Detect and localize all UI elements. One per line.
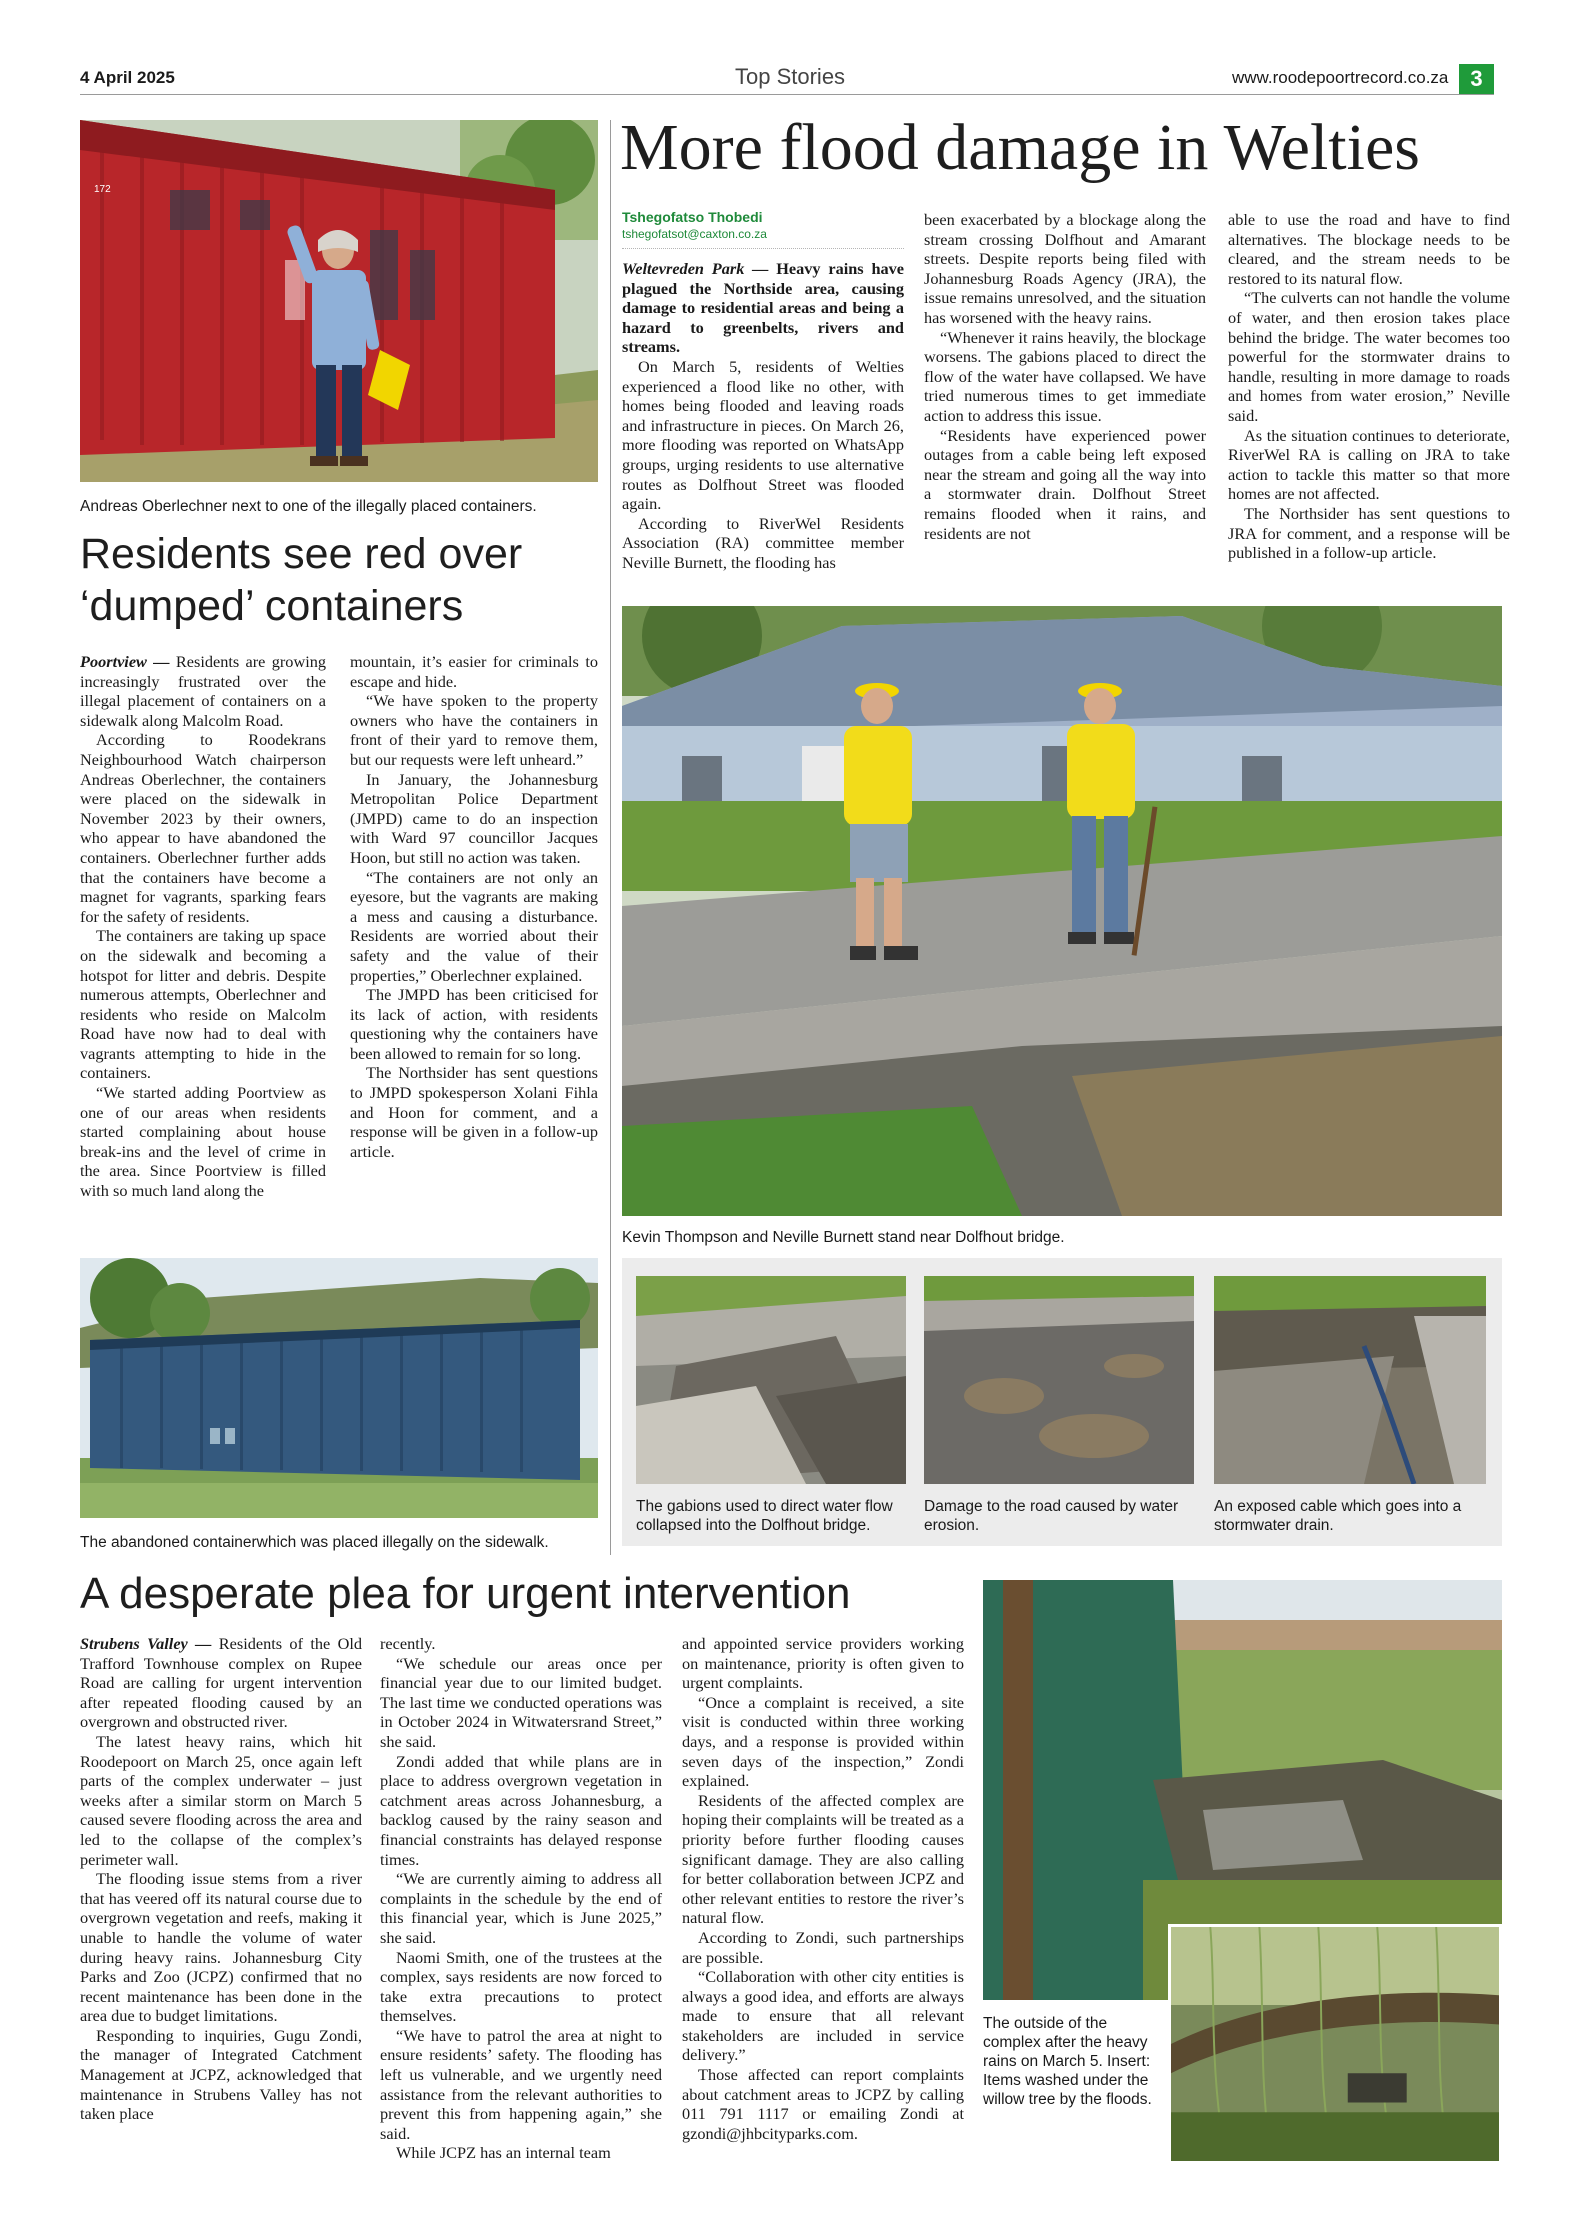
paragraph: The flooding issue stems from a river that has veered off its natural course due to overgrown vegetation and reefs, making it unable to handle the volume of water during heavy rains. Johannesburg City Parks and Zoo (JCPZ) confirmed that no recent maintenance has been done in the area due to budget limitations. [80, 1869, 362, 2026]
paragraph: Residents of the affected complex are hoping their complaints will be treated as a priority before further flooding causes significant damage. They are also calling for better collaboration between JCPZ and other relevant entities to restore the river’s natural flow. [682, 1790, 964, 1928]
caption-dolfhout-bridge: Kevin Thompson and Neville Burnett stand near Dolfhout bridge. [622, 1229, 1065, 1246]
paragraph: been exacerbated by a blockage along the stream crossing Dolfhout and Amarant streets. Despite reports being filed with Johannesburg Roads Agency (JRA), the issue remains unresolved, and the situation has worsened with the heavy rains. [924, 210, 1206, 327]
dateline-poortview: Poortview — [80, 652, 170, 671]
paragraph: The Northsider has sent questions to JRA for comment, and a response will be published in a follow-up article. [1228, 503, 1510, 563]
byline-name: Tshegofatso Thobedi [622, 209, 763, 225]
caption-red-container: Andreas Oberlechner next to one of the illegally placed containers. [80, 498, 537, 515]
photo-gabions [636, 1276, 906, 1484]
paragraph: On March 5, residents of Welties experienced a flood like no other, with homes being flooded and leaving roads and infrastructure in pieces. On March 26, more flooding was reported on WhatsApp groups, urging residents to use alternative routes as Dolfhout Street was flooded again. [622, 356, 904, 514]
paragraph: “We have spoken to the property owners who have the containers in front of their yard to remove them, but our requests were left unheard.” [350, 691, 598, 769]
paragraph: “Collaboration with other city entities is always a good idea, and efforts are always made to ensure that all relevant stakeholders are included in service delivery.” [682, 1967, 964, 2065]
headline-plea: A desperate plea for urgent intervention [80, 1569, 851, 1618]
paragraph: According to Roodekrans Neighbourhood Watch chairperson Andreas Oberlechner, the containers were placed on the sidewalk in November 2023 by their owners, who appear to have abandoned the containers. Oberlechner further adds that the containers have become a magnet for vagrants, sparking fears for the safety of residents. [80, 730, 326, 926]
header-rule [80, 94, 1494, 95]
caption-complex-flood: The outside of the complex after the heavy rains on March 5. Insert: Items washed under the willow tree by the floods. [983, 2015, 1152, 2108]
headline-containers-line1: Residents see red over [80, 530, 523, 578]
headline-containers-line2: ‘dumped’ containers [80, 582, 464, 630]
headline-flood: More flood damage in Welties [620, 111, 1420, 184]
plea-col-1 [80, 1634, 362, 2124]
dateline-weltevreden: Weltevreden Park — [622, 259, 769, 278]
containers-col-2 [350, 652, 598, 1161]
paragraph: In January, the Johannesburg Metropolitan Police Department (JMPD) came to do an inspection with Ward 97 councillor Jacques Hoon, but still no action was taken. [350, 769, 598, 867]
plea-col-3 [682, 1634, 964, 2143]
paragraph: Zondi added that while plans are in place to address overgrown vegetation in catchment areas across Johannesburg, a backlog caused by the rainy season and financial constraints has delayed response times. [380, 1751, 662, 1869]
paragraph: Those affected can report complaints about catchment areas to JCPZ by calling 011 791 1117 or emailing Zondi at gzondi@jhbcityparks.com. [682, 2065, 964, 2143]
paragraph: mountain, it’s easier for criminals to escape and hide. [350, 652, 598, 691]
paragraph: Responding to inquiries, Gugu Zondi, the manager of Integrated Catchment Management at JCPZ, acknowledged that maintenance in Strubens Valley has not taken place [80, 2025, 362, 2124]
paragraph: “Once a complaint is received, a site visit is conducted within three working days, and a response is provided within seven days of the inspection,” Zondi explained. [682, 1692, 964, 1791]
containers-col-1 [80, 652, 326, 1201]
dateline-strubens: Strubens Valley — [80, 1634, 212, 1653]
flood-col-3 [1228, 210, 1510, 563]
paragraph: able to use the road and have to find alternatives. The blockage needs to be cleared, and the stream needs to be restored to its natural flow. [1228, 210, 1510, 288]
paragraph: “We are currently aiming to address all complaints in the schedule by the end of this financial year, which is June 2025,” she said. [380, 1869, 662, 1947]
paragraph: While JCPZ has an internal team [396, 2143, 611, 2163]
flood-col-2 [924, 210, 1206, 543]
photo-exposed-cable [1214, 1276, 1486, 1484]
headline-containers [80, 528, 610, 632]
paragraph: The latest heavy rains, which hit Roodepoort on March 25, once again left parts of the complex underwater – just weeks after a similar storm on March 5 caused severe flooding across the area and led to the collapse of the complex’s perimeter wall. [80, 1731, 362, 1869]
paragraph: The Northsider has sent questions to JMPD spokesperson Xolani Fihla and Hoon for comment, and a response will be given in a follow-up article. [350, 1063, 598, 1161]
issue-date: 4 April 2025 [80, 68, 175, 87]
paragraph: “Residents have experienced power outages from a cable being left exposed near the stream and going all the way into a stormwater drain. Dolfhout Street remains flooded when it rains, and residents are not [924, 425, 1206, 543]
photo-dolfhout-bridge [622, 606, 1502, 1216]
paragraph: “We have to patrol the area at night to ensure residents’ safety. The flooding has left us vulnerable, and we urgently need assistance from the relevant authorities to prevent this from happening again,” she said. [380, 2025, 662, 2143]
photo-road-damage [924, 1276, 1194, 1484]
website-link[interactable]: www.roodepoortrecord.co.za [1232, 68, 1449, 87]
photo-blue-container [80, 1258, 598, 1518]
paragraph: Naomi Smith, one of the trustees at the complex, says residents are now forced to take extra precautions to protect themselves. [380, 1947, 662, 2026]
section-label: Top Stories [735, 64, 846, 89]
plea-intro: Residents of the Old Trafford Townhouse complex on Rupee Road are calling for urgent intervention after repeated flooding caused by an overgrown and obstructed river. [80, 1634, 362, 1732]
column-divider [610, 120, 611, 1555]
paragraph: “We started adding Poortview as one of our areas when residents started complaining about house break-ins and the level of crime in the area. Since Poortview is filled with so much land along the [80, 1083, 326, 1201]
flood-lead: Heavy rains have plagued the Northside area, causing damage to residential areas and being a hazard to greenbelts, rivers and streams. [622, 259, 905, 357]
paragraph: According to RiverWel Residents Association (RA) committee member Neville Burnett, the flooding has [622, 513, 904, 572]
page-number-badge: 3 [1459, 64, 1494, 94]
paragraph: According to Zondi, such partnerships are possible. [682, 1927, 964, 1967]
paragraph: As the situation continues to deteriorate, RiverWel RA is calling on JRA to take action to tackle this matter so that more homes are not affected. [1228, 425, 1510, 504]
paragraph: “Whenever it rains heavily, the blockage worsens. The gabions placed to direct the flow of the water have collapsed. We have tried numerous times to get immediate action to address this issue. [924, 327, 1206, 425]
photo-red-container [80, 120, 598, 482]
flood-col-1 [622, 208, 904, 573]
plea-col-2 [380, 1634, 662, 2163]
byline-rule [622, 248, 904, 249]
paragraph: “The culverts can not handle the volume of water, and then erosion takes place behind the bridge. The water becomes too powerful for the stormwater drains to handle, resulting in more damage to roads and homes from water erosion,” Neville said. [1228, 288, 1510, 425]
container-marking: 172 [94, 184, 111, 195]
caption-blue-container: The abandoned containerwhich was placed illegally on the sidewalk. [80, 1534, 549, 1551]
paragraph: “We schedule our areas once per financial year due to our limited budget. The last time we conducted operations was in October 2024 in Witwatersrand Street,” she said. [380, 1653, 662, 1751]
byline-email[interactable]: tshegofatsot@caxton.co.za [622, 227, 767, 241]
paragraph: recently. [380, 1634, 436, 1653]
paragraph: “The containers are not only an eyesore, but the vagrants are making a mess and causing a disturbance. Residents are worried about their safety and the value of their properties,” Oberlechner explained. [350, 867, 598, 985]
paragraph: The JMPD has been criticised for its lack of action, with residents questioning why the containers have been allowed to remain for so long. [350, 985, 598, 1063]
caption-road-damage: Damage to the road caused by water erosion. [924, 1498, 1179, 1534]
caption-gabions: The gabions used to direct water flow collapsed into the Dolfhout bridge. [636, 1498, 893, 1534]
paragraph: and appointed service providers working on maintenance, priority is often given to urgent complaints. [682, 1634, 964, 1693]
photo-willow-insert [1168, 1924, 1502, 2164]
containers-intro: Residents are growing increasingly frustrated over the illegal placement of containers on a sidewalk along Malcolm Road. [80, 652, 327, 730]
paragraph: The containers are taking up space on the sidewalk and becoming a hotspot for litter and debris. Despite numerous attempts, Oberlechner and residents who reside on Malcolm Road have now had to deal with vagrants attempting to hide in the containers. [80, 926, 326, 1083]
caption-exposed-cable: An exposed cable which goes into a stormwater drain. [1214, 1498, 1462, 1534]
